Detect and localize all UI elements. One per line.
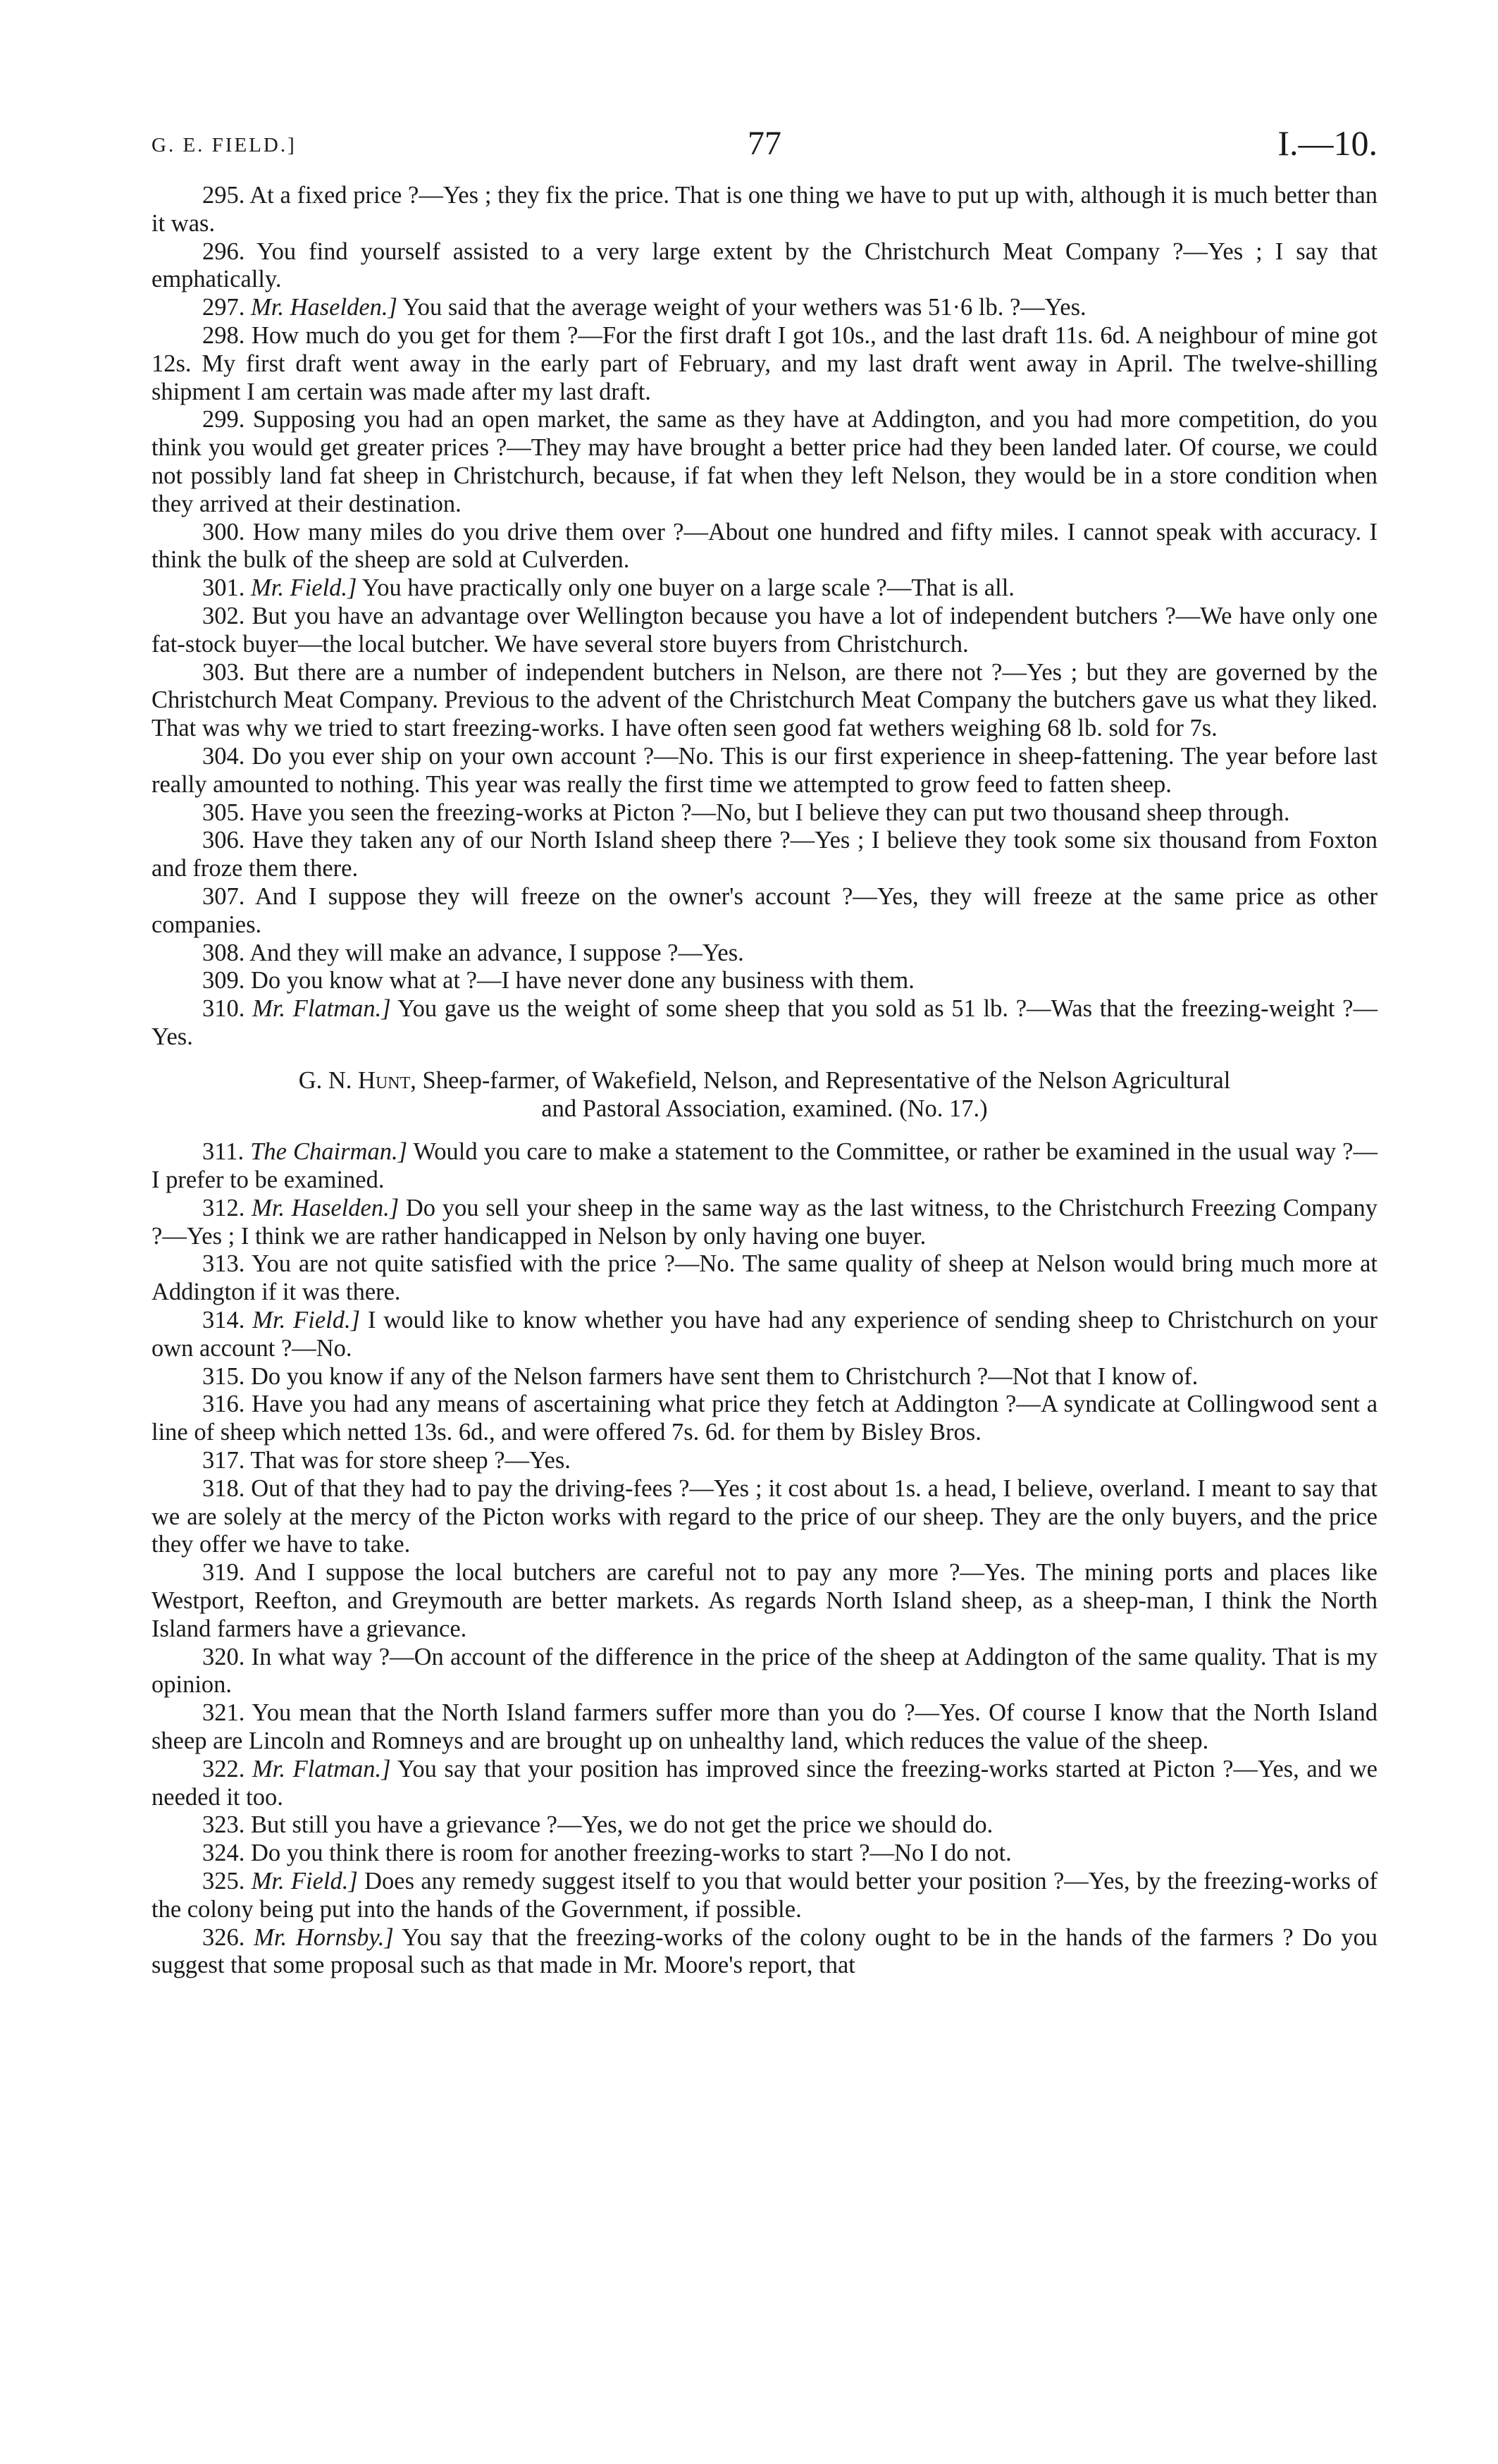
question-number: 303. bbox=[202, 658, 245, 686]
question-number: 298. bbox=[202, 321, 245, 349]
question-paragraph bbox=[151, 294, 1378, 322]
question-number: 312. bbox=[202, 1194, 245, 1221]
transcript-body bbox=[151, 182, 1378, 1980]
question-number: 311. bbox=[202, 1138, 244, 1166]
question-text: Supposing you had an open market, the same as they have at Addington, and you had more competition, do you think you would get greater prices ?—They may have brought a better price had they been landed later. Of course, we could not possibly land fat sheep in Christchurch, because, if fat when they left Nelson, they would be in a store condition when they arrived at their destination. bbox=[151, 406, 1378, 517]
question-number: 300. bbox=[202, 518, 245, 546]
question-text: But you have an advantage over Wellington because you have a lot of independent butchers ?—We have only one fat-stock buyer—the local butcher. We have several store buyers from Christchurch. bbox=[151, 602, 1378, 658]
question-text: You have practically only one buyer on a large scale ?—That is all. bbox=[361, 574, 1015, 602]
speaker-name: Mr. Flatman.] bbox=[252, 995, 391, 1023]
question-paragraph bbox=[151, 659, 1378, 743]
question-paragraph bbox=[151, 1559, 1378, 1643]
question-number: 296. bbox=[202, 238, 245, 265]
question-number: 318. bbox=[202, 1474, 245, 1502]
speaker-name: Mr. Flatman.] bbox=[252, 1755, 391, 1782]
question-paragraph bbox=[151, 1307, 1378, 1363]
question-number: 316. bbox=[202, 1391, 245, 1418]
question-text: Do you think there is room for another freezing-works to start ?—No I do not. bbox=[251, 1840, 1012, 1867]
question-text: In what way ?—On account of the difference in the price of the sheep at Addington of the same quality. That is my opinion. bbox=[151, 1643, 1378, 1699]
question-paragraph bbox=[151, 1699, 1378, 1756]
question-paragraph bbox=[151, 182, 1378, 238]
question-number: 304. bbox=[202, 742, 245, 770]
question-paragraph bbox=[151, 1195, 1378, 1251]
question-number: 323. bbox=[202, 1811, 245, 1839]
question-number: 306. bbox=[202, 827, 245, 854]
question-text: And they will make an advance, I suppose ?—Yes. bbox=[249, 939, 744, 966]
witness-heading bbox=[151, 1067, 1378, 1123]
speaker-name: Mr. Hornsby.] bbox=[254, 1923, 394, 1951]
question-number: 308. bbox=[202, 939, 245, 966]
witness-heading-line-1: G. N. Hunt, Sheep-farmer, of Wakefield, Nelson, and Representative of the Nelson Agricultural bbox=[298, 1066, 1231, 1094]
witness-heading-line-2: and Pastoral Association, examined. (No. 17.) bbox=[541, 1095, 988, 1122]
question-number: 315. bbox=[202, 1362, 245, 1390]
page-number: 77 bbox=[748, 125, 781, 162]
question-number: 322. bbox=[202, 1755, 245, 1782]
question-text: But there are a number of independent butchers in Nelson, are there not ?—Yes ; but they are governed by the Christchurch Meat Company. Previous to the advent of the Christchurch Meat Company the butchers gave us what they liked. That was why we tried to start freezing-works. I have often seen good fat wethers weighing 68 lb. sold for 7s. bbox=[151, 658, 1378, 742]
question-paragraph bbox=[151, 406, 1378, 518]
question-text: Have you had any means of ascertaining what price they fetch at Addington ?—A syndicate at Collingwood sent a line of sheep which netted 13s. 6d., and were offered 7s. 6d. for them by Bisley Bros. bbox=[151, 1391, 1378, 1446]
question-number: 324. bbox=[202, 1840, 245, 1867]
question-paragraph bbox=[151, 967, 1378, 995]
question-text: Do you sell your sheep in the same way as the last witness, to the Christchurch Freezing Company ?—Yes ; I think we are rather handicapped in Nelson by only having one buyer. bbox=[151, 1194, 1378, 1250]
question-text: Out of that they had to pay the driving-fees ?—Yes ; it cost about 1s. a head, I believe, overland. I meant to say that we are solely at the mercy of the Picton works with regard to the price of our sheep. They are the only buyers, and the price they offer we have to take. bbox=[151, 1474, 1378, 1558]
question-text: Do you know what at ?—I have never done any business with them. bbox=[251, 967, 915, 994]
question-number: 320. bbox=[202, 1643, 245, 1670]
question-number: 301. bbox=[202, 574, 245, 602]
question-number: 321. bbox=[202, 1699, 245, 1727]
question-number: 307. bbox=[202, 882, 245, 910]
question-paragraph bbox=[151, 1868, 1378, 1924]
question-number: 314. bbox=[202, 1307, 245, 1334]
question-number: 295. bbox=[202, 182, 245, 209]
question-paragraph bbox=[151, 743, 1378, 799]
question-number: 326. bbox=[202, 1923, 245, 1951]
question-text: I would like to know whether you have had any experience of sending sheep to Christchurch on your own account ?—No. bbox=[151, 1307, 1378, 1362]
question-paragraph bbox=[151, 238, 1378, 295]
document-reference: I.—10. bbox=[1277, 123, 1378, 163]
question-number: 305. bbox=[202, 799, 245, 826]
question-number: 309. bbox=[202, 967, 245, 994]
speaker-name: Mr. Field.] bbox=[251, 1868, 358, 1895]
transcript-block-first-witness bbox=[151, 182, 1378, 1052]
question-text: Would you care to make a statement to the Committee, or rather be examined in the usual way ?—I prefer to be examined. bbox=[151, 1138, 1378, 1194]
question-paragraph bbox=[151, 1924, 1378, 1981]
question-number: 297. bbox=[202, 294, 245, 321]
question-paragraph bbox=[151, 883, 1378, 940]
question-text: Do you know if any of the Nelson farmers have sent them to Christchurch ?—Not that I know of. bbox=[251, 1362, 1199, 1390]
question-paragraph bbox=[151, 1138, 1378, 1195]
witness-surname: Hunt bbox=[358, 1066, 411, 1094]
document-page bbox=[151, 113, 1378, 1980]
question-text: Have you seen the freezing-works at Picton ?—No, but I believe they can put two thousand sheep through. bbox=[251, 799, 1290, 826]
speaker-name: Mr. Field.] bbox=[251, 574, 357, 602]
question-paragraph bbox=[151, 1447, 1378, 1475]
header-witness-name: G. E. FIELD.] bbox=[151, 134, 297, 156]
question-text: And I suppose the local butchers are careful not to pay any more ?—Yes. The mining ports and places like Westport, Reefton, and Greymouth are better markets. As regards North Island sheep, as a sheep-man, I think the North Island farmers have a grievance. bbox=[151, 1559, 1378, 1642]
speaker-name: Mr. Haselden.] bbox=[251, 294, 397, 321]
question-paragraph bbox=[151, 322, 1378, 406]
question-number: 310. bbox=[202, 995, 245, 1023]
question-text: You find yourself assisted to a very large extent by the Christchurch Meat Company ?—Yes ; I say that emphatically. bbox=[151, 238, 1378, 293]
question-text: Have they taken any of our North Island sheep there ?—Yes ; I believe they took some six thousand from Foxton and froze them there. bbox=[151, 827, 1378, 882]
question-text: You are not quite satisfied with the price ?—No. The same quality of sheep at Nelson would bring much more at Addington if it was there. bbox=[151, 1250, 1378, 1306]
speaker-name: Mr. Field.] bbox=[252, 1307, 361, 1334]
question-number: 325. bbox=[202, 1868, 245, 1895]
speaker-name: Mr. Haselden.] bbox=[252, 1194, 400, 1221]
question-text: Does any remedy suggest itself to you that would better your position ?—Yes, by the freezing-works of the colony being put into the hands of the Government, if possible. bbox=[151, 1868, 1378, 1923]
question-text: How much do you get for them ?—For the first draft I got 10s., and the last draft 11s. 6d. A neighbour of mine got 12s. My first draft went away in the early part of February, and my last draft went away in April. The twelve-shilling shipment I am certain was made after my last draft. bbox=[151, 321, 1378, 405]
question-text: That was for store sheep ?—Yes. bbox=[250, 1447, 571, 1474]
question-text: You say that the freezing-works of the colony ought to be in the hands of the farmers ? Do you suggest that some proposal such as that made in Mr. Moore's report, that bbox=[151, 1923, 1378, 1979]
question-text: You say that your position has improved since the freezing-works started at Picton ?—Yes, and we needed it too. bbox=[151, 1755, 1378, 1811]
question-text: At a fixed price ?—Yes ; they fix the price. That is one thing we have to put up with, although it is much better than it was. bbox=[151, 182, 1378, 237]
question-text: Do you ever ship on your own account ?—No. This is our first experience in sheep-fattening. The year before last really amounted to nothing. This year was really the first time we attempted to grow feed to fatten sheep. bbox=[151, 742, 1378, 798]
transcript-block-second-witness bbox=[151, 1138, 1378, 1980]
question-number: 302. bbox=[202, 602, 245, 629]
question-number: 299. bbox=[202, 406, 245, 433]
question-paragraph bbox=[151, 603, 1378, 659]
question-number: 313. bbox=[202, 1250, 245, 1278]
question-paragraph bbox=[151, 1840, 1378, 1868]
page-header bbox=[151, 113, 1378, 169]
question-text: You gave us the weight of some sheep that you sold as 51 lb. ?—Was that the freezing-weight ?—Yes. bbox=[151, 995, 1378, 1050]
question-text: How many miles do you drive them over ?—About one hundred and fifty miles. I cannot speak with accuracy. I think the bulk of the sheep are sold at Culverden. bbox=[151, 518, 1378, 574]
speaker-name: The Chairman.] bbox=[250, 1138, 407, 1166]
question-paragraph bbox=[151, 1475, 1378, 1559]
question-paragraph bbox=[151, 519, 1378, 575]
question-paragraph bbox=[151, 1250, 1378, 1307]
question-paragraph bbox=[151, 827, 1378, 883]
question-text: And I suppose they will freeze on the owner's account ?—Yes, they will freeze at the same price as other companies. bbox=[151, 882, 1378, 938]
question-number: 319. bbox=[202, 1559, 245, 1587]
question-paragraph bbox=[151, 995, 1378, 1052]
question-paragraph bbox=[151, 799, 1378, 827]
question-number: 317. bbox=[202, 1447, 245, 1474]
question-text: You said that the average weight of your wethers was 51·6 lb. ?—Yes. bbox=[402, 294, 1087, 321]
question-paragraph bbox=[151, 1391, 1378, 1447]
question-text: But still you have a grievance ?—Yes, we do not get the price we should do. bbox=[251, 1811, 993, 1839]
question-paragraph bbox=[151, 940, 1378, 968]
question-paragraph bbox=[151, 1363, 1378, 1391]
question-paragraph bbox=[151, 1811, 1378, 1840]
question-text: You mean that the North Island farmers suffer more than you do ?—Yes. Of course I know that the North Island sheep are Lincoln and Romneys and are brought up on unhealthy land, which reduces the value of the sheep. bbox=[151, 1699, 1378, 1755]
question-paragraph bbox=[151, 574, 1378, 603]
question-paragraph bbox=[151, 1644, 1378, 1700]
question-paragraph bbox=[151, 1756, 1378, 1812]
